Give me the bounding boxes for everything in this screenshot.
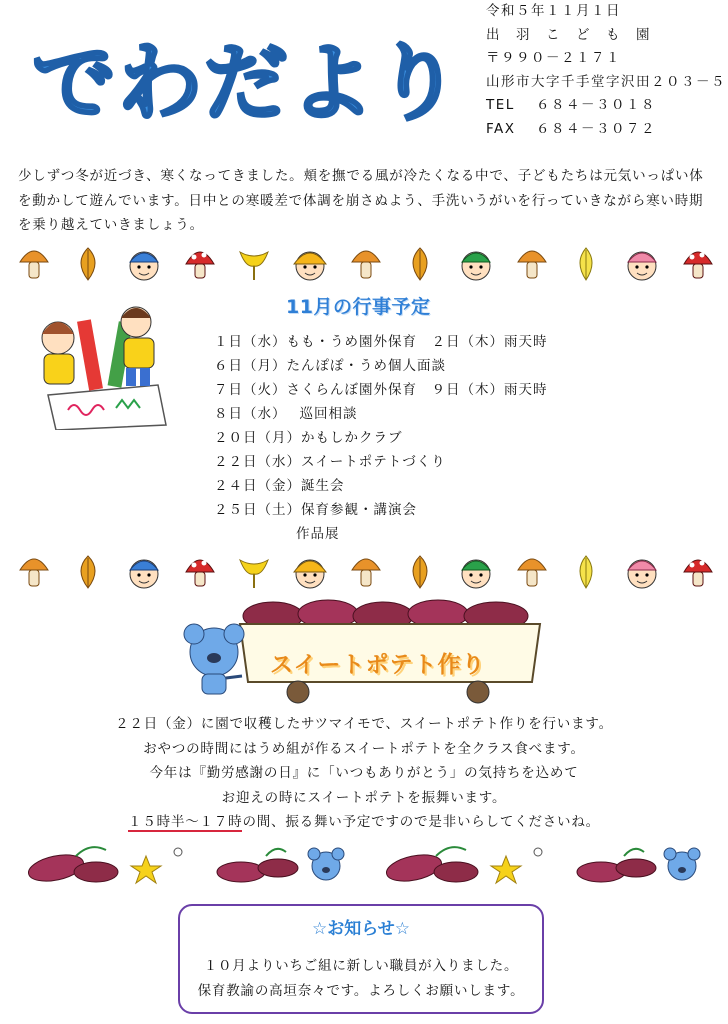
- org-name: 出 羽 こ ど も 園: [486, 26, 651, 43]
- mushroom-icon: [16, 552, 52, 592]
- red-mushroom-icon: [680, 552, 716, 592]
- child-face-blue-icon: [124, 552, 164, 592]
- event-item: １日（水）もも・うめ園外保育 ２日（木）雨天時: [214, 334, 548, 350]
- event-item: ２０日（月）かもしかクラブ: [214, 430, 403, 446]
- sweet-potato-icon: [577, 849, 656, 882]
- mushroom-icon: [348, 244, 384, 284]
- child-face-pink-icon: [622, 244, 662, 284]
- yellow-leaf-icon: [568, 552, 604, 592]
- potato-line: 今年は『勤労感謝の日』に「いつもありがとう」の気持ちを込めて: [149, 765, 579, 781]
- leaf-icon: [70, 244, 106, 284]
- event-item: ７日（火）さくらんぼ園外保育 ９日（木）雨天時: [214, 382, 548, 398]
- ginkgo-leaf-icon: [236, 244, 272, 284]
- notice-body: [180, 954, 542, 1003]
- child-face-green-icon: [456, 552, 496, 592]
- notice-line: １０月よりいちご組に新しい職員が入りました。: [203, 958, 519, 974]
- autumn-decoration-row: [16, 550, 716, 594]
- leaf-icon: [402, 552, 438, 592]
- potato-line: ２２日（金）に園で収穫したサツマイモで、スイートポテト作りを行います。: [115, 716, 613, 732]
- time-rest: の間、振る舞い予定ですので是非いらしてくださいね。: [242, 814, 600, 830]
- event-item: ６日（月）たんぽぽ・うめ個人面談: [214, 358, 446, 374]
- notice-title: ☆お知らせ☆: [312, 919, 410, 939]
- kids-drawing-illustration: [28, 300, 178, 430]
- potato-line-time: [0, 810, 728, 835]
- child-face-green-icon: [456, 244, 496, 284]
- yellow-leaf-icon: [568, 244, 604, 284]
- event-item: ２２日（水）スイートポテトづくり: [214, 454, 446, 470]
- mushroom-icon: [348, 552, 384, 592]
- sweet-potato-icon: [384, 847, 478, 885]
- event-item: ２４日（金）誕生会: [214, 478, 345, 494]
- tel-row: [486, 94, 716, 118]
- child-face-pink-icon: [622, 552, 662, 592]
- red-mushroom-icon: [680, 244, 716, 284]
- child-face-yellow-icon: [290, 552, 330, 592]
- autumn-decoration-row: [16, 242, 716, 286]
- sweet-potato-title: スイートポテト作り: [270, 652, 486, 678]
- mushroom-icon: [514, 244, 550, 284]
- notice-line: 保育教諭の高垣奈々です。よろしくお願いします。: [197, 982, 525, 999]
- newsletter-title: [28, 24, 468, 134]
- koala-icon: [308, 848, 344, 880]
- red-mushroom-icon: [182, 552, 218, 592]
- child-face-yellow-icon: [290, 244, 330, 284]
- mushroom-icon: [514, 552, 550, 592]
- events-heading: 11月の行事予定: [286, 296, 431, 318]
- event-item: ８日（水） 巡回相談: [214, 406, 358, 422]
- postal-code: 〒９９０－２１７１: [486, 50, 621, 66]
- notice-box: [178, 904, 544, 1014]
- event-item: ２５日（土）保育参観・講演会: [214, 502, 417, 518]
- issue-date: 令和５年１１月１日: [486, 3, 621, 19]
- mushroom-icon: [16, 244, 52, 284]
- fax-label: FAX: [486, 120, 516, 137]
- potato-line: おやつの時間にはうめ組が作るスイートポテトを全クラス食べます。: [143, 740, 585, 757]
- header-info: [486, 0, 726, 141]
- sweet-potato-text: [0, 712, 728, 835]
- tel-label: TEL: [486, 97, 515, 113]
- potato-line: お迎えの時にスイートポテトを振舞います。: [221, 789, 507, 806]
- tel-value: ６８４－３０１８: [536, 97, 656, 113]
- ginkgo-leaf-icon: [236, 552, 272, 592]
- time-highlight: １５時半～１７時: [128, 814, 243, 830]
- leaf-icon: [402, 244, 438, 284]
- child-face-blue-icon: [124, 244, 164, 284]
- fax-row: [486, 118, 716, 142]
- intro-paragraph: 少しずつ冬が近づき、寒くなってきました。頬を撫でる風が冷たくなる中で、子どもたちは元気いっぱい体を動かして遊んでいます。日中との寒暖差で体調を崩さぬよう、手洗いうがいを行っていきながら寒い時期を乗り越えていきましょう。: [18, 168, 704, 233]
- sweet-potato-icon: [26, 847, 118, 885]
- sweet-potato-icon: [217, 849, 298, 882]
- koala-icon: [664, 848, 700, 880]
- address: 山形市大字千手堂字沢田２０３－５: [486, 73, 726, 90]
- events-list: [214, 330, 548, 546]
- red-mushroom-icon: [182, 244, 218, 284]
- title-text: でわだより: [32, 34, 463, 132]
- event-item: 作品展: [296, 526, 340, 542]
- sweet-potato-decoration-row: [16, 838, 716, 894]
- leaf-icon: [70, 552, 106, 592]
- fax-value: ６８４－３０７２: [536, 120, 656, 137]
